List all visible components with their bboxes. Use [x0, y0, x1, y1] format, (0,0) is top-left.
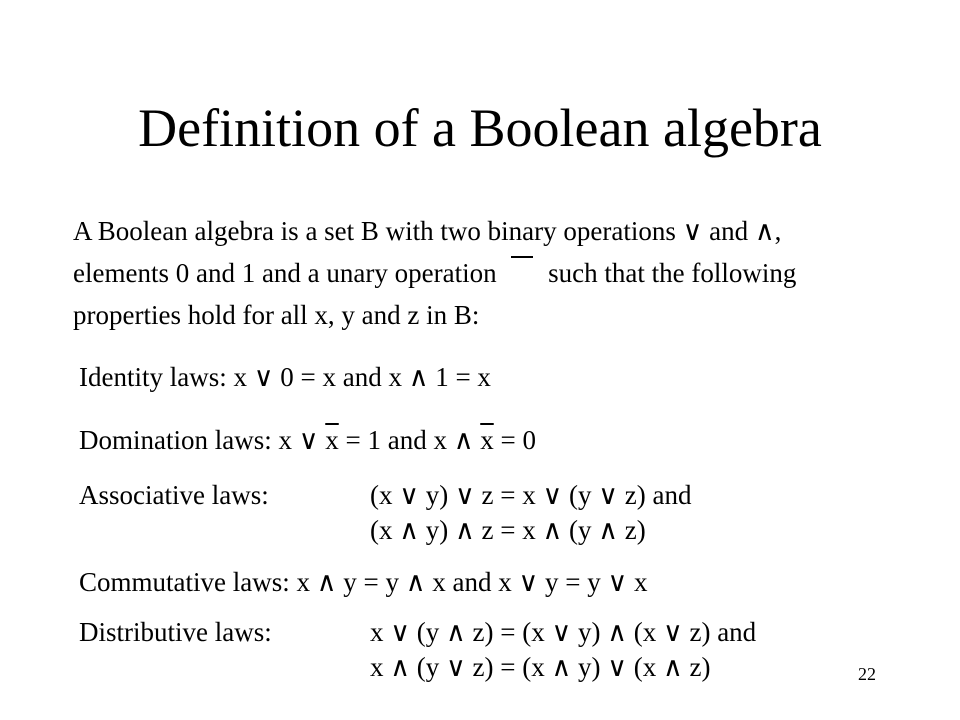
definition-line-1: A Boolean algebra is a set B with two binary operations ∨ and ∧,	[73, 216, 782, 246]
definition-line-3: properties hold for all x, y and z in B:	[73, 300, 480, 330]
distributive-laws	[79, 615, 859, 682]
complement-x-1: $\overline{x}$	[325, 425, 339, 455]
distributive-equations	[370, 615, 756, 685]
associative-label: Associative laws:	[79, 480, 269, 510]
complement-x-2: $\overline{x}$	[480, 425, 494, 455]
identity-laws: Identity laws: x ∨ 0 = x and x ∧ 1 = x	[79, 362, 491, 392]
associative-equation-1: (x ∨ y) ∨ z = x ∨ (y ∨ z) and	[370, 480, 692, 510]
domination-laws	[79, 423, 859, 458]
slide-title: Definition of a Boolean algebra	[138, 98, 822, 158]
domination-part-3: = 0	[493, 425, 536, 455]
associative-equations	[370, 478, 691, 548]
domination-part-1: Domination laws: x ∨	[79, 425, 326, 455]
domination-part-2: = 1 and x ∧	[338, 425, 481, 455]
definition-line-2	[73, 252, 923, 294]
associative-equation-2: (x ∧ y) ∧ z = x ∧ (y ∧ z)	[370, 515, 646, 545]
distributive-equation-2: x ∧ (y ∨ z) = (x ∧ y) ∨ (x ∧ z)	[370, 652, 711, 682]
definition-line-2-end: such that the following	[548, 258, 797, 288]
associative-laws	[79, 478, 859, 545]
page-number: 22	[858, 664, 876, 684]
commutative-laws: Commutative laws: x ∧ y = y ∧ x and x ∨ y = y ∨ x	[79, 567, 648, 597]
distributive-label: Distributive laws:	[79, 617, 272, 647]
definition-line-2-start: elements 0 and 1 and a unary operation	[73, 258, 497, 288]
definition-text	[73, 210, 923, 336]
distributive-equation-1: x ∨ (y ∧ z) = (x ∨ y) ∧ (x ∨ z) and	[370, 617, 757, 647]
unary-operation-bar-symbol	[509, 262, 535, 282]
